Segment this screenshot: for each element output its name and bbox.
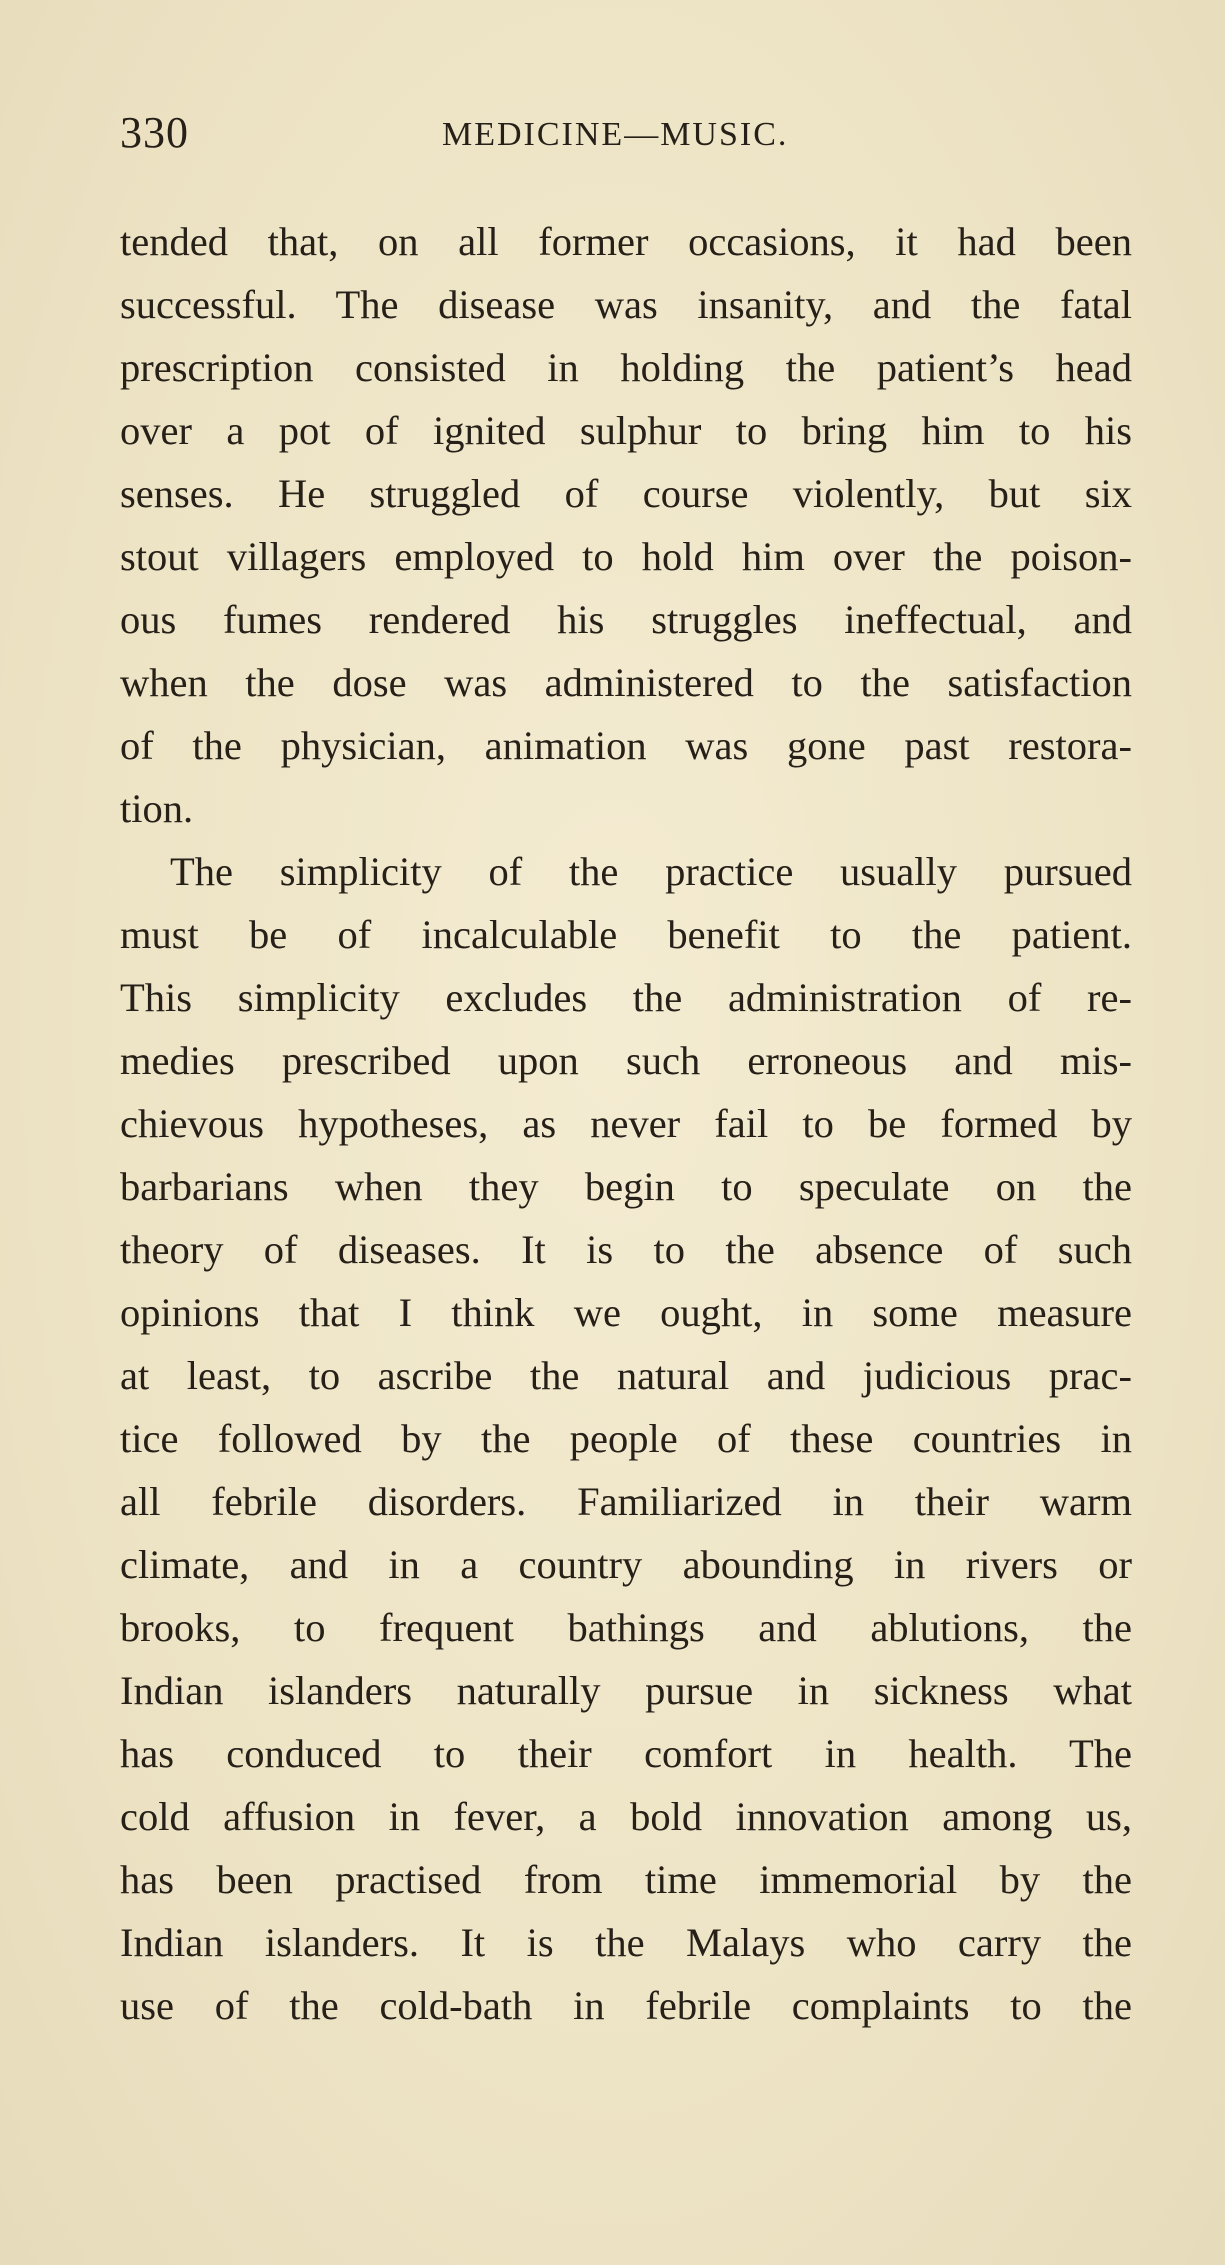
page-number: 330	[120, 108, 189, 157]
text-line: This simplicity excludes the administration of re-	[120, 975, 1132, 1020]
text-line: successful. The disease was insanity, and the fatal	[120, 282, 1132, 327]
text-line: must be of incalculable benefit to the patient.	[120, 912, 1132, 957]
text-line: has been practised from time immemorial by the	[120, 1857, 1132, 1902]
running-head	[120, 108, 1120, 158]
text-line: barbarians when they begin to speculate on the	[120, 1164, 1132, 1209]
text-line: tion.	[120, 786, 194, 831]
text-line: climate, and in a country abounding in rivers or	[120, 1542, 1132, 1587]
text-line: all febrile disorders. Familiarized in their warm	[120, 1479, 1132, 1524]
text-line: stout villagers employed to hold him over the poison-	[120, 534, 1132, 579]
text-line: Indian islanders. It is the Malays who carry the	[120, 1920, 1132, 1965]
text-line: over a pot of ignited sulphur to bring him to his	[120, 408, 1132, 453]
text-line: opinions that I think we ought, in some measure	[120, 1290, 1132, 1335]
text-line: has conduced to their comfort in health. The	[120, 1731, 1132, 1776]
text-line: prescription consisted in holding the patient’s head	[120, 345, 1132, 390]
text-line: medies prescribed upon such erroneous and mis-	[120, 1038, 1132, 1083]
text-line: use of the cold-bath in febrile complaints to the	[120, 1983, 1132, 2028]
paragraph-start-line: The simplicity of the practice usually pursued	[170, 849, 1132, 894]
text-line: of the physician, animation was gone past restora-	[120, 723, 1132, 768]
text-line: cold affusion in fever, a bold innovation among us,	[120, 1794, 1132, 1839]
text-line: brooks, to frequent bathings and ablutions, the	[120, 1605, 1132, 1650]
running-title: MEDICINE—MUSIC.	[442, 116, 789, 153]
text-line: tended that, on all former occasions, it had been	[120, 219, 1132, 264]
text-line: senses. He struggled of course violently, but six	[120, 471, 1132, 516]
text-line: chievous hypotheses, as never fail to be formed by	[120, 1101, 1132, 1146]
text-line: when the dose was administered to the satisfaction	[120, 660, 1132, 705]
text-line: Indian islanders naturally pursue in sickness what	[120, 1668, 1132, 1713]
text-line: tice followed by the people of these countries in	[120, 1416, 1132, 1461]
text-line: theory of diseases. It is to the absence of such	[120, 1227, 1132, 1272]
body-text	[120, 210, 1132, 2037]
text-line: ous fumes rendered his struggles ineffectual, and	[120, 597, 1132, 642]
text-line: at least, to ascribe the natural and judicious prac-	[120, 1353, 1132, 1398]
